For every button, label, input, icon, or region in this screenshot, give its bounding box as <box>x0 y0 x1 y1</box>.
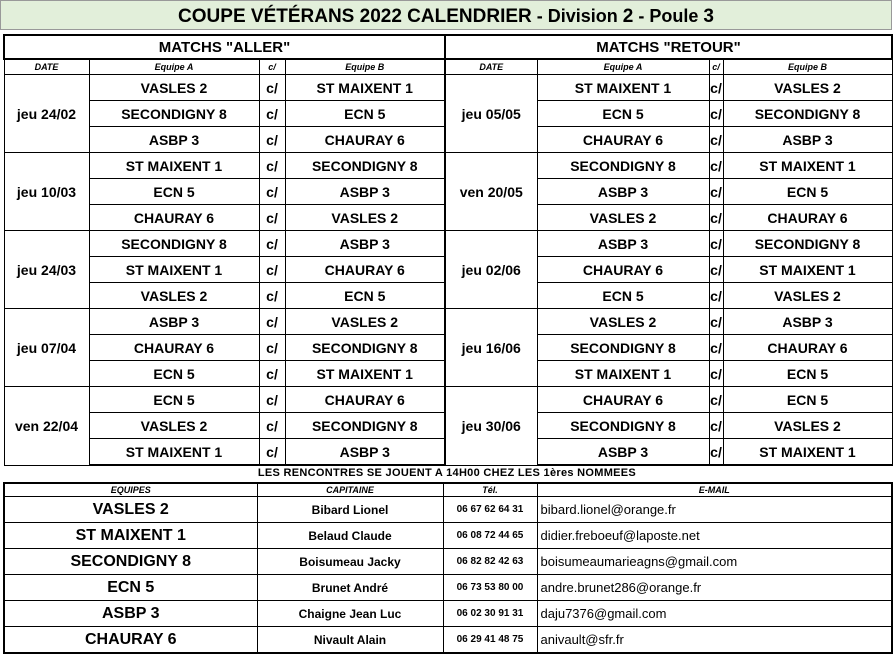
aller-team-b: VASLES 2 <box>285 309 445 335</box>
retour-team-b: VASLES 2 <box>723 75 892 101</box>
match-row <box>4 309 892 335</box>
aller-team-a: ST MAIXENT 1 <box>89 257 259 283</box>
captain-email: andre.brunet286@orange.fr <box>537 575 892 601</box>
aller-team-a: SECONDIGNY 8 <box>89 231 259 257</box>
captain-name: Bibard Lionel <box>257 497 443 523</box>
page-title <box>0 0 892 30</box>
captain-team: VASLES 2 <box>4 497 257 523</box>
vs-label: c/ <box>709 179 723 205</box>
vs-label: c/ <box>259 309 285 335</box>
vs-label: c/ <box>259 179 285 205</box>
aller-team-b: ASBP 3 <box>285 179 445 205</box>
aller-team-a: ST MAIXENT 1 <box>89 153 259 179</box>
vs-label: c/ <box>259 127 285 153</box>
captain-email: boisumeaumarieagns@gmail.com <box>537 549 892 575</box>
col-team-b: Equipe B <box>285 59 445 75</box>
captain-team: ECN 5 <box>4 575 257 601</box>
vs-label: c/ <box>709 101 723 127</box>
captain-email: daju7376@gmail.com <box>537 601 892 627</box>
retour-team-b: ECN 5 <box>723 179 892 205</box>
vs-label: c/ <box>709 127 723 153</box>
aller-team-a: ASBP 3 <box>89 127 259 153</box>
vs-label: c/ <box>709 439 723 466</box>
aller-team-a: VASLES 2 <box>89 75 259 101</box>
retour-team-b: VASLES 2 <box>723 283 892 309</box>
vs-label: c/ <box>709 283 723 309</box>
captain-team: CHAURAY 6 <box>4 627 257 654</box>
retour-team-a: SECONDIGNY 8 <box>537 413 709 439</box>
retour-team-b: ASBP 3 <box>723 127 892 153</box>
aller-team-a: ECN 5 <box>89 179 259 205</box>
captain-name: Brunet André <box>257 575 443 601</box>
retour-team-a: VASLES 2 <box>537 309 709 335</box>
col-phone: Tél. <box>443 483 537 497</box>
captain-name: Nivault Alain <box>257 627 443 654</box>
captain-email: bibard.lionel@orange.fr <box>537 497 892 523</box>
retour-team-a: ECN 5 <box>537 283 709 309</box>
vs-label: c/ <box>259 153 285 179</box>
title-division-number: 2 <box>622 6 634 27</box>
title-poule-prefix: - Poule <box>633 6 704 26</box>
vs-label: c/ <box>709 387 723 413</box>
vs-label: c/ <box>709 205 723 231</box>
retour-team-b: ST MAIXENT 1 <box>723 439 892 466</box>
captain-row <box>4 549 892 575</box>
title-poule-number: 3 <box>703 6 714 27</box>
aller-team-a: VASLES 2 <box>89 283 259 309</box>
retour-date: jeu 16/06 <box>445 309 537 387</box>
title-main: COUPE VÉTÉRANS 2022 CALENDRIER <box>178 6 532 27</box>
vs-label: c/ <box>709 231 723 257</box>
retour-team-b: CHAURAY 6 <box>723 335 892 361</box>
captain-row <box>4 601 892 627</box>
col-captain: CAPITAINE <box>257 483 443 497</box>
aller-team-a: ECN 5 <box>89 387 259 413</box>
col-vs: c/ <box>259 59 285 75</box>
aller-team-b: ASBP 3 <box>285 231 445 257</box>
captain-team: ASBP 3 <box>4 601 257 627</box>
vs-label: c/ <box>259 361 285 387</box>
vs-label: c/ <box>709 75 723 101</box>
retour-team-a: CHAURAY 6 <box>537 257 709 283</box>
vs-label: c/ <box>259 283 285 309</box>
vs-label: c/ <box>259 257 285 283</box>
col-date: DATE <box>445 59 537 75</box>
col-date: DATE <box>4 59 89 75</box>
aller-team-a: ST MAIXENT 1 <box>89 439 259 466</box>
vs-label: c/ <box>709 413 723 439</box>
vs-label: c/ <box>259 75 285 101</box>
vs-label: c/ <box>709 361 723 387</box>
match-time-notice: LES RENCONTRES SE JOUENT A 14H00 CHEZ LES 1ères NOMMEES <box>257 467 637 479</box>
retour-team-b: ST MAIXENT 1 <box>723 153 892 179</box>
aller-date: jeu 07/04 <box>4 309 89 387</box>
col-teams: EQUIPES <box>4 483 257 497</box>
captain-phone: 06 67 62 64 31 <box>443 497 537 523</box>
captain-email: didier.freboeuf@laposte.net <box>537 523 892 549</box>
title-division-prefix: - Division <box>531 6 623 26</box>
vs-label: c/ <box>259 439 285 466</box>
captain-name: Chaigne Jean Luc <box>257 601 443 627</box>
aller-date: jeu 10/03 <box>4 153 89 231</box>
retour-header: MATCHS "RETOUR" <box>445 35 892 59</box>
retour-team-b: ASBP 3 <box>723 309 892 335</box>
aller-team-a: CHAURAY 6 <box>89 205 259 231</box>
retour-date: jeu 30/06 <box>445 387 537 466</box>
aller-team-a: SECONDIGNY 8 <box>89 101 259 127</box>
captain-row <box>4 523 892 549</box>
aller-team-b: ECN 5 <box>285 283 445 309</box>
captain-phone: 06 73 53 80 00 <box>443 575 537 601</box>
captain-team: SECONDIGNY 8 <box>4 549 257 575</box>
captain-name: Belaud Claude <box>257 523 443 549</box>
captain-phone: 06 82 82 42 63 <box>443 549 537 575</box>
captain-name: Boisumeau Jacky <box>257 549 443 575</box>
retour-date: ven 20/05 <box>445 153 537 231</box>
aller-team-b: ST MAIXENT 1 <box>285 361 445 387</box>
match-row <box>4 387 892 413</box>
aller-team-b: SECONDIGNY 8 <box>285 153 445 179</box>
captain-email: anivault@sfr.fr <box>537 627 892 654</box>
retour-team-a: ASBP 3 <box>537 231 709 257</box>
vs-label: c/ <box>259 231 285 257</box>
retour-team-b: ECN 5 <box>723 361 892 387</box>
captain-phone: 06 29 41 48 75 <box>443 627 537 654</box>
retour-team-a: SECONDIGNY 8 <box>537 153 709 179</box>
aller-date: jeu 24/02 <box>4 75 89 153</box>
retour-team-b: ECN 5 <box>723 387 892 413</box>
aller-team-a: ECN 5 <box>89 361 259 387</box>
col-email: E-MAIL <box>537 483 892 497</box>
retour-date: jeu 02/06 <box>445 231 537 309</box>
vs-label: c/ <box>709 309 723 335</box>
retour-team-a: VASLES 2 <box>537 205 709 231</box>
aller-team-a: CHAURAY 6 <box>89 335 259 361</box>
captain-phone: 06 02 30 91 31 <box>443 601 537 627</box>
retour-team-a: ECN 5 <box>537 101 709 127</box>
aller-date: ven 22/04 <box>4 387 89 466</box>
vs-label: c/ <box>709 335 723 361</box>
captains-table <box>3 482 893 654</box>
captain-phone: 06 08 72 44 65 <box>443 523 537 549</box>
vs-label: c/ <box>709 257 723 283</box>
match-row <box>4 153 892 179</box>
captain-team: ST MAIXENT 1 <box>4 523 257 549</box>
vs-label: c/ <box>259 413 285 439</box>
retour-team-a: ST MAIXENT 1 <box>537 361 709 387</box>
retour-team-a: CHAURAY 6 <box>537 127 709 153</box>
col-team-a: Equipe A <box>89 59 259 75</box>
vs-label: c/ <box>709 153 723 179</box>
aller-team-b: ST MAIXENT 1 <box>285 75 445 101</box>
captain-row <box>4 627 892 654</box>
col-vs: c/ <box>709 59 723 75</box>
aller-team-b: CHAURAY 6 <box>285 127 445 153</box>
aller-team-b: ASBP 3 <box>285 439 445 466</box>
col-team-a: Equipe A <box>537 59 709 75</box>
aller-header: MATCHS "ALLER" <box>4 35 445 59</box>
captain-row <box>4 575 892 601</box>
schedule-table <box>3 34 893 466</box>
retour-team-b: VASLES 2 <box>723 413 892 439</box>
retour-team-a: ST MAIXENT 1 <box>537 75 709 101</box>
col-team-b: Equipe B <box>723 59 892 75</box>
vs-label: c/ <box>259 101 285 127</box>
retour-team-a: ASBP 3 <box>537 179 709 205</box>
aller-team-b: CHAURAY 6 <box>285 257 445 283</box>
retour-date: jeu 05/05 <box>445 75 537 153</box>
retour-team-a: CHAURAY 6 <box>537 387 709 413</box>
aller-team-a: ASBP 3 <box>89 309 259 335</box>
aller-team-b: VASLES 2 <box>285 205 445 231</box>
match-row <box>4 231 892 257</box>
vs-label: c/ <box>259 335 285 361</box>
retour-team-b: SECONDIGNY 8 <box>723 231 892 257</box>
captain-row <box>4 497 892 523</box>
retour-team-b: SECONDIGNY 8 <box>723 101 892 127</box>
aller-team-b: SECONDIGNY 8 <box>285 335 445 361</box>
retour-team-b: ST MAIXENT 1 <box>723 257 892 283</box>
aller-team-b: ECN 5 <box>285 101 445 127</box>
aller-date: jeu 24/03 <box>4 231 89 309</box>
vs-label: c/ <box>259 205 285 231</box>
match-row <box>4 75 892 101</box>
aller-team-a: VASLES 2 <box>89 413 259 439</box>
retour-team-a: ASBP 3 <box>537 439 709 466</box>
aller-team-b: SECONDIGNY 8 <box>285 413 445 439</box>
retour-team-b: CHAURAY 6 <box>723 205 892 231</box>
aller-team-b: CHAURAY 6 <box>285 387 445 413</box>
vs-label: c/ <box>259 387 285 413</box>
retour-team-a: SECONDIGNY 8 <box>537 335 709 361</box>
